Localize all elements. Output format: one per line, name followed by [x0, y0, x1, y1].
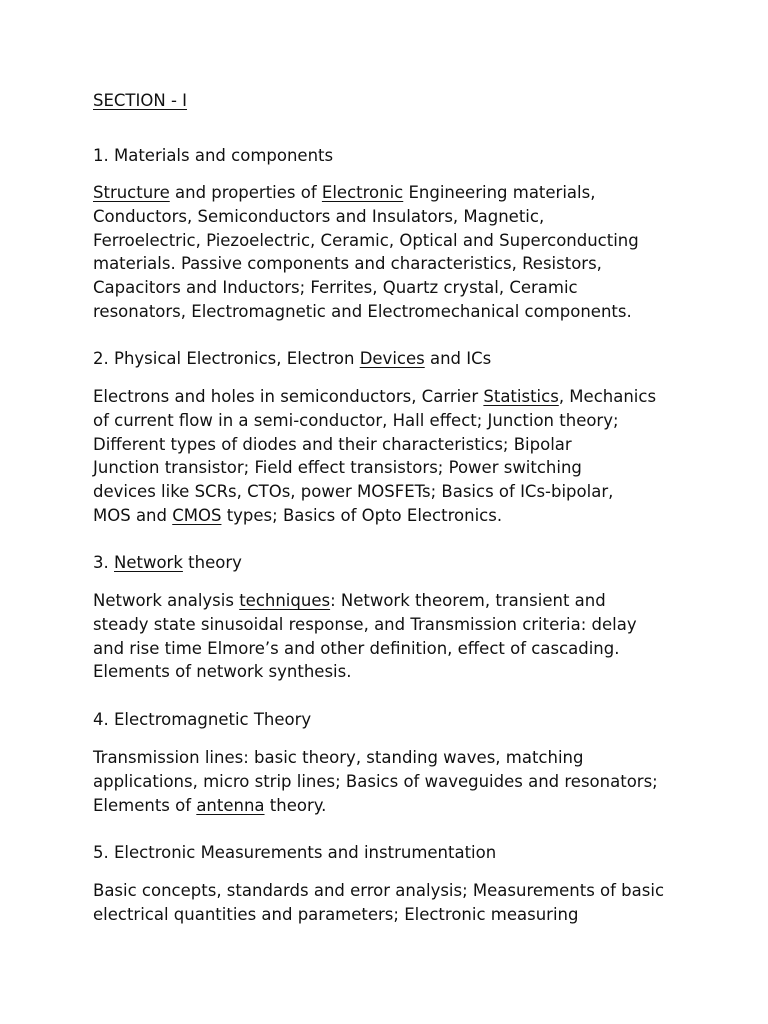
body-text: types; Basics of Opto Electronics.	[221, 505, 503, 525]
body-text: MOS and	[93, 505, 173, 525]
body-line	[93, 794, 693, 818]
underlined-term: Structure	[93, 183, 170, 202]
body-line: steady state sinusoidal response, and Transmission criteria: delay	[93, 614, 637, 634]
body-line: applications, micro strip lines; Basics of waveguides and resonators;	[93, 771, 658, 791]
topic-body-1	[93, 181, 693, 324]
body-line: electrical quantities and parameters; Electronic measuring	[93, 904, 579, 924]
heading-text: 1. Materials and components	[93, 146, 334, 165]
body-line: Transmission lines: basic theory, standing waves, matching	[93, 748, 584, 767]
heading-text: 2. Physical Electronics, Electron	[93, 349, 360, 368]
topic-heading-5	[93, 841, 496, 865]
body-line	[93, 589, 693, 613]
body-text: Network analysis	[93, 591, 240, 610]
topic-body-3	[93, 589, 693, 684]
topic-heading-4	[93, 708, 311, 732]
topic-heading-3	[93, 551, 242, 575]
body-line: and rise time Elmore’s and other definition, effect of cascading.	[93, 638, 620, 658]
body-line: resonators, Electromagnetic and Electromechanical components.	[93, 301, 632, 321]
underlined-term: Network	[114, 553, 183, 572]
topic-body-5	[93, 879, 693, 927]
underlined-term: Electronic	[321, 183, 404, 202]
underlined-term: Statistics	[483, 387, 559, 406]
underlined-term: techniques	[239, 591, 331, 610]
heading-text: and ICs	[424, 349, 492, 368]
topic-body-4	[93, 746, 693, 817]
underlined-term: Devices	[359, 349, 425, 368]
body-text: and properties of	[169, 183, 322, 202]
section-title: SECTION - I	[93, 91, 188, 110]
heading-text: 4. Electromagnetic Theory	[93, 710, 312, 729]
body-line: Basic concepts, standards and error analysis; Measurements of basic	[93, 881, 665, 900]
heading-text: 3.	[93, 553, 114, 572]
body-text: Electrons and holes in semiconductors, Carrier	[93, 387, 484, 406]
body-line: Different types of diodes and their characteristics; Bipolar	[93, 434, 572, 454]
body-line: materials. Passive components and characteristics, Resistors,	[93, 254, 602, 274]
body-line	[93, 504, 693, 528]
body-text: theory.	[264, 795, 327, 815]
topic-body-2	[93, 385, 693, 528]
heading-text: theory	[182, 553, 242, 572]
body-line: Capacitors and Inductors; Ferrites, Quartz crystal, Ceramic	[93, 278, 578, 298]
topic-heading-1	[93, 144, 333, 168]
heading-text: 5. Electronic Measurements and instrumentation	[93, 843, 497, 862]
topic-heading-2	[93, 347, 491, 371]
body-text: , Mechanics	[558, 387, 657, 406]
body-line: Conductors, Semiconductors and Insulators, Magnetic,	[93, 206, 545, 226]
body-line	[93, 385, 693, 409]
body-text: Engineering materials,	[403, 183, 596, 202]
body-line: of current flow in a semi-conductor, Hall effect; Junction theory;	[93, 410, 619, 430]
body-line: Elements of network synthesis.	[93, 662, 352, 682]
body-line: Junction transistor; Field effect transistors; Power switching	[93, 458, 582, 478]
body-line: Ferroelectric, Piezoelectric, Ceramic, Optical and Superconducting	[93, 230, 639, 250]
body-line	[93, 181, 693, 205]
underlined-term: CMOS	[172, 505, 222, 525]
body-text: Elements of	[93, 795, 197, 815]
underlined-term: antenna	[196, 795, 265, 815]
body-text: : Network theorem, transient and	[330, 591, 606, 610]
body-line: devices like SCRs, CTOs, power MOSFETs; Basics of ICs-bipolar,	[93, 482, 614, 502]
